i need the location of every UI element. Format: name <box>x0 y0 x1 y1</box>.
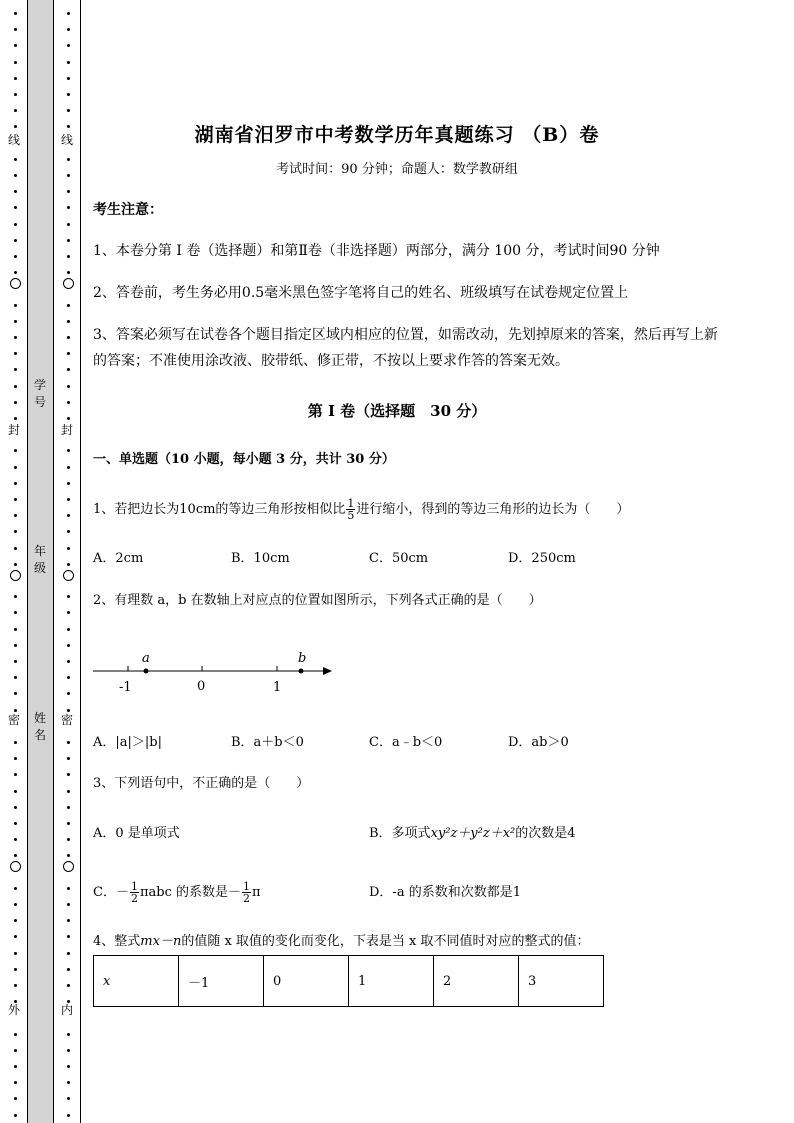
binding-dot <box>67 838 70 841</box>
binding-dot <box>14 547 17 550</box>
binding-dot <box>14 952 17 955</box>
table-cell: －1 <box>179 956 264 1007</box>
binding-dot <box>67 628 70 631</box>
binding-dot <box>67 206 70 209</box>
binding-dot <box>67 790 70 793</box>
q2-option-c: C．a﹣b＜0 <box>369 735 443 750</box>
binding-dot <box>14 514 17 517</box>
binding-dot <box>67 1065 70 1068</box>
q2-option-b: B．a＋b＜0 <box>231 735 304 750</box>
q3-optc-mid: πabc 的系数是－ <box>139 885 241 900</box>
binding-dot <box>14 385 17 388</box>
binding-dot <box>14 563 17 566</box>
question-1 <box>93 496 629 524</box>
notice-item-2: 2、答卷前，考生务必用0.5毫米黑色签字笔将自己的姓名、班级填写在试卷规定位置上 <box>93 285 629 301</box>
q2-option-d: D．ab＞0 <box>508 735 569 750</box>
notice-heading: 考生注意： <box>93 202 163 218</box>
binding-dot <box>67 12 70 15</box>
point-a-dot <box>144 669 149 674</box>
binding-dot <box>14 692 17 695</box>
notice-item-3-cont: 的答案；不准使用涂改液、胶带纸、修正带，不按以上要求作答的答案无效。 <box>93 353 569 369</box>
question-3: 3、下列语句中，不正确的是（ ） <box>93 776 310 791</box>
binding-dot <box>14 271 17 274</box>
binding-dot <box>14 1065 17 1068</box>
binding-dot <box>67 352 70 355</box>
binding-field-grade: 年级 <box>33 544 46 575</box>
binding-dot <box>14 790 17 793</box>
q4-expr: mx－n <box>140 934 182 949</box>
q1-option-b: B．10cm <box>231 551 290 566</box>
binding-dot <box>67 806 70 809</box>
binding-dot <box>67 709 70 712</box>
binding-dot <box>14 28 17 31</box>
q3-optc-frac1-den: 2 <box>130 892 138 905</box>
q3-optc-frac1-num: 1 <box>130 880 138 893</box>
binding-dot <box>14 368 17 371</box>
table-cell: 2 <box>434 956 519 1007</box>
binding-dot <box>67 223 70 226</box>
binding-dot <box>14 984 17 987</box>
table-cell: 1 <box>349 956 434 1007</box>
binding-dot <box>14 757 17 760</box>
q3-option-c <box>93 878 261 908</box>
binding-dot <box>67 547 70 550</box>
binding-circle <box>63 570 74 581</box>
binding-label: 外 <box>8 1003 21 1017</box>
q1-option-d: D．250cm <box>508 551 576 566</box>
table-cell: 3 <box>519 956 604 1007</box>
binding-dot <box>67 1081 70 1084</box>
q1-option-a: A．2cm <box>93 551 144 566</box>
binding-dot <box>67 77 70 80</box>
number-line-arrow <box>323 667 332 675</box>
binding-dot <box>67 109 70 112</box>
binding-dot <box>14 1033 17 1036</box>
binding-dot <box>14 660 17 663</box>
binding-dot <box>14 628 17 631</box>
binding-label: 封 <box>8 423 21 437</box>
binding-dot <box>67 28 70 31</box>
binding-dot <box>14 304 17 307</box>
binding-dot <box>67 1049 70 1052</box>
binding-circle <box>63 861 74 872</box>
binding-dot <box>14 12 17 15</box>
q1-ratio-fraction <box>346 498 355 521</box>
q1-frac-den: 5 <box>347 509 355 522</box>
exam-subtitle: 考试时间：90 分钟；命题人：数学教研组 <box>276 162 518 177</box>
binding-dot <box>14 822 17 825</box>
binding-dot <box>67 385 70 388</box>
binding-dot <box>14 352 17 355</box>
table-row <box>94 956 604 1007</box>
binding-dot <box>14 336 17 339</box>
binding-label: 线 <box>8 133 21 147</box>
q3-option-b <box>369 824 576 844</box>
binding-dot <box>67 530 70 533</box>
q3-optc-frac2-den: 2 <box>242 892 250 905</box>
q3-option-a: A．0 是单项式 <box>93 826 180 841</box>
point-b-dot <box>299 669 304 674</box>
binding-dot <box>14 61 17 64</box>
binding-dot <box>14 709 17 712</box>
binding-dot <box>67 1033 70 1036</box>
binding-dot <box>67 822 70 825</box>
binding-dot <box>67 757 70 760</box>
binding-label: 线 <box>61 133 74 147</box>
binding-dot <box>67 984 70 987</box>
section-heading: 一、单选题（10 小题，每小题 3 分，共计 30 分） <box>93 452 395 467</box>
binding-dot <box>67 255 70 258</box>
binding-dot <box>14 498 17 501</box>
binding-dot <box>14 223 17 226</box>
q2-number-line <box>88 645 338 700</box>
binding-label: 密 <box>8 713 21 727</box>
binding-dot <box>14 466 17 469</box>
binding-dot <box>14 239 17 242</box>
binding-dot <box>14 611 17 614</box>
binding-dot <box>14 919 17 922</box>
binding-dot <box>67 93 70 96</box>
binding-dot <box>14 741 17 744</box>
binding-dot <box>67 304 70 307</box>
binding-dot <box>67 935 70 938</box>
binding-circle <box>63 278 74 289</box>
exam-title: 湖南省汨罗市中考数学历年真题练习 （B）卷 <box>194 124 600 146</box>
binding-dot <box>14 968 17 971</box>
binding-dot <box>67 611 70 614</box>
binding-label: 内 <box>61 1003 74 1017</box>
q1-option-c: C．50cm <box>369 551 429 566</box>
q1-stem-a: 1、若把边长为10cm的等边三角形按相似比 <box>93 502 346 517</box>
binding-dot <box>67 498 70 501</box>
binding-dot <box>14 449 17 452</box>
q3-optc-end: π <box>251 885 261 900</box>
binding-dot <box>67 887 70 890</box>
binding-dot <box>67 692 70 695</box>
binding-dot <box>67 952 70 955</box>
binding-dot <box>14 1081 17 1084</box>
binding-dot <box>14 676 17 679</box>
binding-dot <box>67 239 70 242</box>
binding-dot <box>67 271 70 274</box>
binding-field-student-id: 学号 <box>33 378 46 409</box>
binding-label: 封 <box>61 423 74 437</box>
question-2: 2、有理数 a，b 在数轴上对应点的位置如图所示，下列各式正确的是（ ） <box>93 593 542 608</box>
binding-dot <box>67 741 70 744</box>
binding-dot <box>14 93 17 96</box>
binding-dot <box>67 854 70 857</box>
tick-label-neg1: -1 <box>119 680 132 695</box>
point-b-label: b <box>298 651 307 666</box>
binding-dot <box>67 563 70 566</box>
tick-label-0: 0 <box>197 679 206 694</box>
binding-dot <box>67 336 70 339</box>
q3-optc-pre: C．－ <box>93 885 129 900</box>
binding-dot <box>14 1114 17 1117</box>
notice-item-1: 1、本卷分第 I 卷（选择题）和第Ⅱ卷（非选择题）两部分，满分 100 分，考试时间90 分钟 <box>93 243 660 259</box>
point-a-label: a <box>142 651 150 666</box>
binding-dot <box>14 806 17 809</box>
q4-stem-b: 的值随 x 取值的变化而变化，下表是当 x 取不同值时对应的整式的值： <box>181 934 590 949</box>
binding-dot <box>14 1049 17 1052</box>
q4-stem-a: 4、整式 <box>93 934 141 949</box>
binding-dot <box>14 595 17 598</box>
binding-dot <box>67 320 70 323</box>
q3-optb-expr: xy²z＋y²z＋x² <box>430 826 516 841</box>
part1-title: 第 I 卷（选择题 30 分） <box>307 402 487 420</box>
table-cell-x: x <box>94 956 179 1007</box>
binding-dot <box>67 644 70 647</box>
q3-optc-frac1 <box>130 881 139 904</box>
binding-dot <box>14 320 17 323</box>
q1-frac-num: 1 <box>347 497 355 510</box>
q3-optb-post: 的次数是4 <box>515 826 576 841</box>
q3-option-d: D．-a 的系数和次数都是1 <box>369 885 521 900</box>
binding-dot <box>67 449 70 452</box>
binding-dot <box>14 903 17 906</box>
binding-dot <box>14 530 17 533</box>
binding-dot <box>14 109 17 112</box>
binding-dot <box>67 773 70 776</box>
binding-dot <box>67 903 70 906</box>
binding-dot <box>14 854 17 857</box>
binding-dot <box>67 676 70 679</box>
binding-dot <box>14 644 17 647</box>
q2-option-a: A．|a|＞|b| <box>93 735 162 750</box>
binding-dot <box>14 773 17 776</box>
binding-dot <box>14 935 17 938</box>
binding-dot <box>67 919 70 922</box>
q3-optc-frac2 <box>242 881 251 904</box>
binding-circle <box>10 570 21 581</box>
binding-dot <box>14 190 17 193</box>
binding-dot <box>67 482 70 485</box>
binding-dot <box>14 206 17 209</box>
binding-dot <box>14 1097 17 1100</box>
binding-dot <box>67 1114 70 1117</box>
binding-dot <box>67 61 70 64</box>
q4-value-table <box>93 955 604 1007</box>
binding-dot <box>67 514 70 517</box>
binding-dot <box>14 482 17 485</box>
binding-field-name: 姓名 <box>33 711 46 742</box>
notice-item-3: 3、答案必须写在试卷各个题目指定区域内相应的位置，如需改动，先划掉原来的答案，然后再写上新 <box>93 327 718 343</box>
binding-dot <box>14 77 17 80</box>
q3-optc-frac2-num: 1 <box>242 880 250 893</box>
binding-dot <box>14 838 17 841</box>
q3-optb-pre: B．多项式 <box>369 826 431 841</box>
binding-dot <box>67 368 70 371</box>
binding-dot <box>67 660 70 663</box>
binding-dot <box>67 466 70 469</box>
binding-dot <box>67 595 70 598</box>
binding-dot <box>67 968 70 971</box>
binding-dot <box>67 44 70 47</box>
binding-circle <box>10 278 21 289</box>
binding-dot <box>14 887 17 890</box>
binding-dot <box>67 190 70 193</box>
table-cell: 0 <box>264 956 349 1007</box>
binding-dot <box>14 44 17 47</box>
question-4 <box>93 932 590 952</box>
q1-stem-b: 进行缩小，得到的等边三角形的边长为（ ） <box>356 502 630 517</box>
binding-dot <box>67 1097 70 1100</box>
binding-circle <box>10 861 21 872</box>
tick-label-1: 1 <box>273 680 282 695</box>
binding-dot <box>14 255 17 258</box>
binding-label: 密 <box>61 713 74 727</box>
